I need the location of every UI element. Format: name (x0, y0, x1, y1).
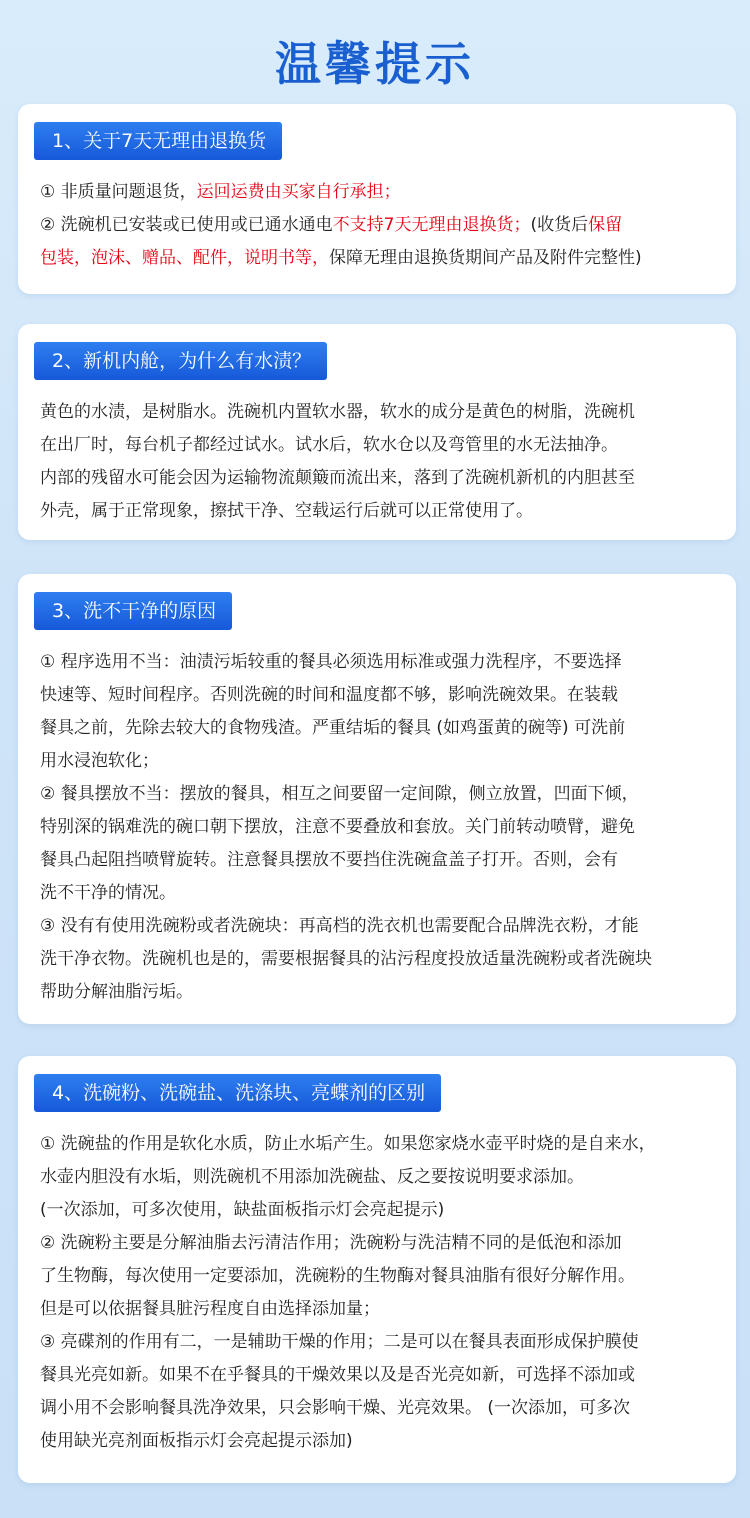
section-heading: 2、新机内舱，为什么有水渍？ (34, 342, 327, 380)
text-line (40, 242, 730, 275)
body-text: ① 非质量问题退货， (40, 182, 197, 202)
section-body (40, 1128, 730, 1458)
text-line (40, 1359, 730, 1392)
body-text: 了生物酶，每次使用一定要添加，洗碗粉的生物酶对餐具油脂有很好分解作用。 (40, 1266, 635, 1286)
text-line (40, 1161, 730, 1194)
text-line (40, 844, 730, 877)
text-line (40, 209, 730, 242)
text-line (40, 745, 730, 778)
section-body (40, 176, 730, 275)
text-line (40, 910, 730, 943)
body-text: (收货后 (530, 215, 589, 235)
text-line (40, 462, 730, 495)
section-heading: 1、关于7天无理由退换货 (34, 122, 282, 160)
text-line (40, 1425, 730, 1458)
body-text: 洗干净衣物。洗碗机也是的，需要根据餐具的沾污程度投放适量洗碗粉或者洗碗块 (40, 949, 652, 969)
body-text: 快速等、短时间程序。否则洗碗的时间和温度都不够，影响洗碗效果。在装载 (40, 685, 618, 705)
body-text: 帮助分解油脂污垢。 (40, 982, 193, 1002)
body-text: 外壳，属于正常现象，擦拭干净、空载运行后就可以正常使用了。 (40, 501, 533, 521)
body-text: 使用缺光亮剂面板指示灯会亮起提示添加) (40, 1431, 353, 1451)
body-text: ② 餐具摆放不当：摆放的餐具，相互之间要留一定间隙，侧立放置，凹面下倾， (40, 784, 639, 804)
body-text: ① 洗碗盐的作用是软化水质，防止水垢产生。如果您家烧水壶平时烧的是自来水， (40, 1134, 656, 1154)
body-text: ③ 没有有使用洗碗粉或者洗碗块：再高档的洗衣机也需要配合品牌洗衣粉，才能 (40, 916, 639, 936)
text-line (40, 1326, 730, 1359)
text-line (40, 1392, 730, 1425)
text-line (40, 429, 730, 462)
body-text: 黄色的水渍，是树脂水。洗碗机内置软水器，软水的成分是黄色的树脂，洗碗机 (40, 402, 635, 422)
text-line (40, 176, 730, 209)
body-text: ② 洗碗粉主要是分解油脂去污清洁作用；洗碗粉与洗洁精不同的是低泡和添加 (40, 1233, 622, 1253)
body-text: 洗不干净的情况。 (40, 883, 176, 903)
body-text: 保障无理由退换货期间产品及附件完整性) (329, 248, 642, 268)
highlight-text: 不支持7天无理由退换货； (332, 215, 531, 235)
section-not-clean-reasons (18, 574, 736, 1024)
body-text: 调小用不会影响餐具洗净效果，只会影响干燥、光亮效果。 (一次添加，可多次 (40, 1398, 631, 1418)
text-line (40, 811, 730, 844)
body-text: 但是可以依据餐具脏污程度自由选择添加量； (40, 1299, 380, 1319)
text-line (40, 976, 730, 1009)
body-text: 特别深的锅难洗的碗口朝下摆放，注意不要叠放和套放。关门前转动喷臂，避免 (40, 817, 635, 837)
body-text: ③ 亮碟剂的作用有二，一是辅助干燥的作用；二是可以在餐具表面形成保护膜使 (40, 1332, 639, 1352)
text-line (40, 396, 730, 429)
text-line (40, 646, 730, 679)
body-text: 用水浸泡软化； (40, 751, 159, 771)
section-heading: 4、洗碗粉、洗碗盐、洗涤块、亮蝶剂的区别 (34, 1074, 441, 1112)
text-line (40, 1260, 730, 1293)
section-detergent-differences (18, 1056, 736, 1483)
section-water-stains (18, 324, 736, 540)
text-line (40, 877, 730, 910)
section-return-policy (18, 104, 736, 294)
text-line (40, 679, 730, 712)
highlight-text: 保留 (588, 215, 623, 235)
body-text: ① 程序选用不当：油渍污垢较重的餐具必须选用标准或强力洗程序，不要选择 (40, 652, 622, 672)
body-text: 水壶内胆没有水垢，则洗碗机不用添加洗碗盐、反之要按说明要求添加。 (40, 1167, 584, 1187)
text-line (40, 1194, 730, 1227)
body-text: 餐具光亮如新。如果不在乎餐具的干燥效果以及是否光亮如新，可选择不添加或 (40, 1365, 635, 1385)
body-text: 在出厂时，每台机子都经过试水。试水后，软水仓以及弯管里的水无法抽净。 (40, 435, 618, 455)
text-line (40, 712, 730, 745)
page-title: 温馨提示 (275, 37, 475, 91)
text-line (40, 1293, 730, 1326)
text-line (40, 943, 730, 976)
section-heading: 3、洗不干净的原因 (34, 592, 232, 630)
highlight-text: 包装，泡沫、赠品、配件，说明书等， (40, 248, 329, 268)
body-text: 内部的残留水可能会因为运输物流颠簸而流出来，落到了洗碗机新机的内胆甚至 (40, 468, 635, 488)
body-text: ② 洗碗机已安装或已使用或已通水通电 (40, 215, 333, 235)
text-line (40, 1128, 730, 1161)
body-text: 餐具凸起阻挡喷臂旋转。注意餐具摆放不要挡住洗碗盒盖子打开。否则，会有 (40, 850, 618, 870)
section-body (40, 396, 730, 528)
section-body (40, 646, 730, 1009)
body-text: (一次添加，可多次使用，缺盐面板指示灯会亮起提示) (40, 1200, 445, 1220)
highlight-text: 运回运费由买家自行承担； (196, 182, 401, 202)
text-line (40, 1227, 730, 1260)
text-line (40, 495, 730, 528)
text-line (40, 778, 730, 811)
body-text: 餐具之前，先除去较大的食物残渣。严重结垢的餐具 (如鸡蛋黄的碗等) 可洗前 (40, 718, 626, 738)
